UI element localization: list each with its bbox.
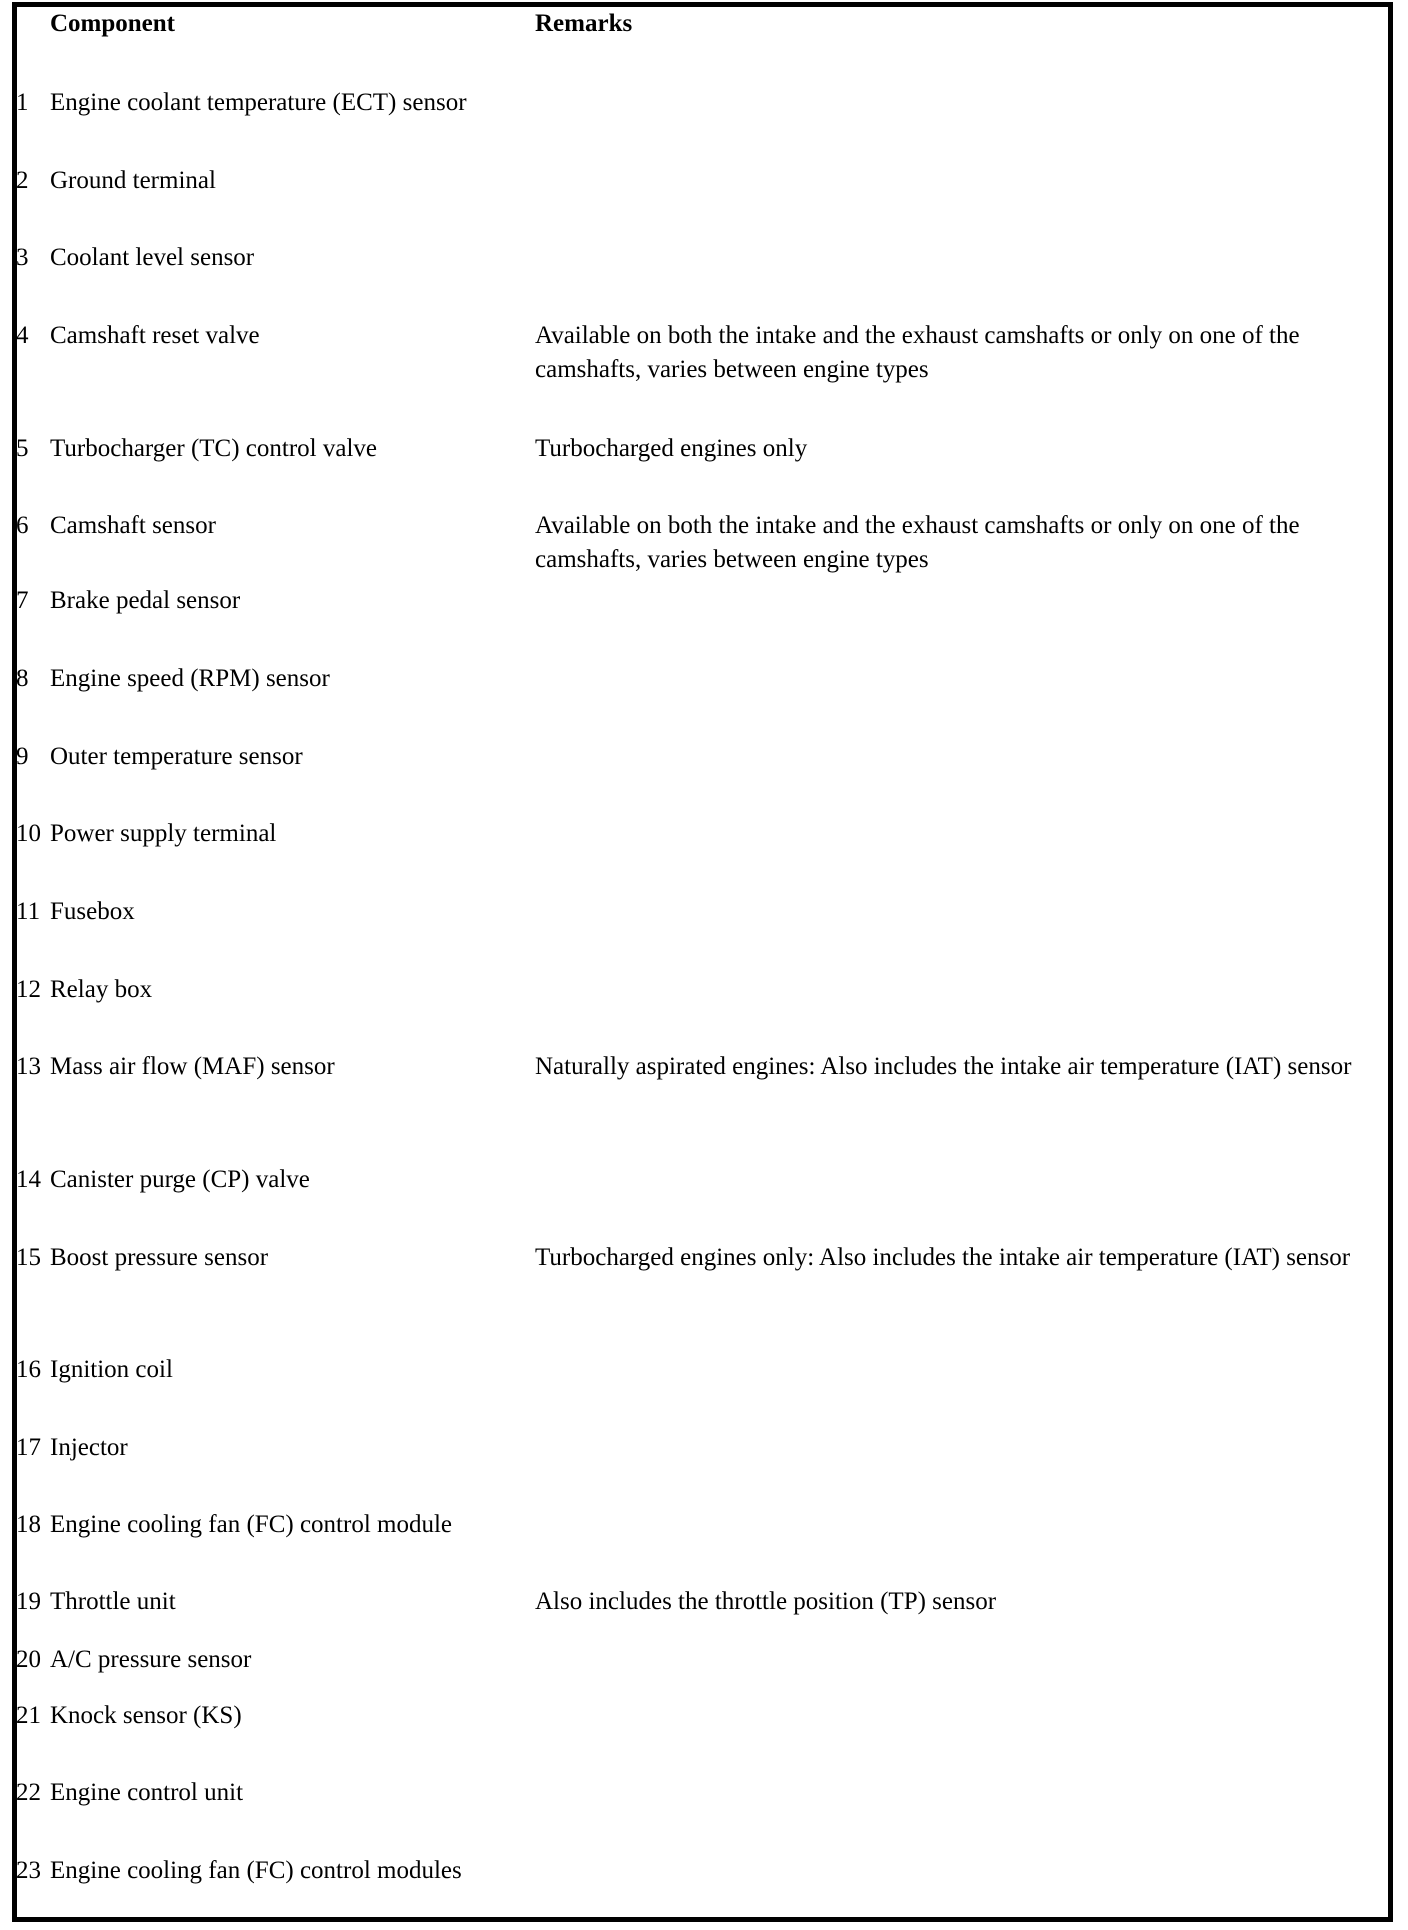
component-remarks: Turbocharged engines only: Also includes the intake air temperature (IAT) sensor [535,1244,1351,1271]
row-number: 16 [16,1356,41,1383]
row-number: 9 [16,743,29,770]
component-remarks: Available on both the intake and the exhaust camshafts or only on one of the camshafts, varies between engine types [535,322,1300,383]
component-name: Coolant level sensor [50,244,255,271]
component-name: Ignition coil [50,1356,173,1383]
component-remarks: Turbocharged engines only [535,435,808,462]
row-number: 17 [16,1434,41,1461]
row-number: 21 [16,1702,41,1729]
component-name: Knock sensor (KS) [50,1702,242,1729]
component-name: Engine cooling fan (FC) control modules [50,1857,462,1884]
component-name: Camshaft reset valve [50,322,260,349]
component-name: Power supply terminal [50,820,277,847]
component-remarks: Also includes the throttle position (TP) sensor [535,1588,997,1615]
row-number: 19 [16,1588,41,1615]
row-number: 15 [16,1244,41,1271]
header-remarks: Remarks [535,10,633,37]
row-number: 3 [16,244,29,271]
component-name: Engine cooling fan (FC) control module [50,1511,453,1538]
row-number: 7 [16,587,29,614]
row-number: 4 [16,322,29,349]
component-name: Mass air flow (MAF) sensor [50,1053,335,1080]
row-number: 13 [16,1053,41,1080]
component-name: Ground terminal [50,167,216,194]
component-name: Throttle unit [50,1588,176,1615]
row-number: 22 [16,1779,41,1806]
row-number: 23 [16,1857,41,1884]
row-number: 14 [16,1166,41,1193]
component-name: Engine speed (RPM) sensor [50,665,330,692]
row-number: 1 [16,89,29,116]
component-name: Boost pressure sensor [50,1244,269,1271]
row-number: 18 [16,1511,41,1538]
component-name: Camshaft sensor [50,512,216,539]
row-number: 8 [16,665,29,692]
component-name: Brake pedal sensor [50,587,241,614]
row-number: 11 [16,898,41,925]
component-name: Turbocharger (TC) control valve [50,435,378,462]
component-name: Engine control unit [50,1779,244,1806]
row-number: 12 [16,976,41,1003]
component-name: Injector [50,1434,128,1461]
component-name: Relay box [50,976,153,1003]
component-name: A/C pressure sensor [50,1646,252,1673]
row-number: 6 [16,512,29,539]
component-name: Fusebox [50,898,135,925]
component-remarks: Naturally aspirated engines: Also includes the intake air temperature (IAT) sensor [535,1053,1352,1080]
component-name: Outer temperature sensor [50,743,303,770]
component-remarks: Available on both the intake and the exhaust camshafts or only on one of the camshafts, varies between engine types [535,512,1300,573]
row-number: 20 [16,1646,41,1673]
header-component: Component [50,10,176,37]
component-name: Engine coolant temperature (ECT) sensor [50,89,467,116]
component-name: Canister purge (CP) valve [50,1166,310,1193]
row-number: 5 [16,435,29,462]
row-number: 2 [16,167,29,194]
table-frame [12,2,1393,1922]
row-number: 10 [16,820,41,847]
